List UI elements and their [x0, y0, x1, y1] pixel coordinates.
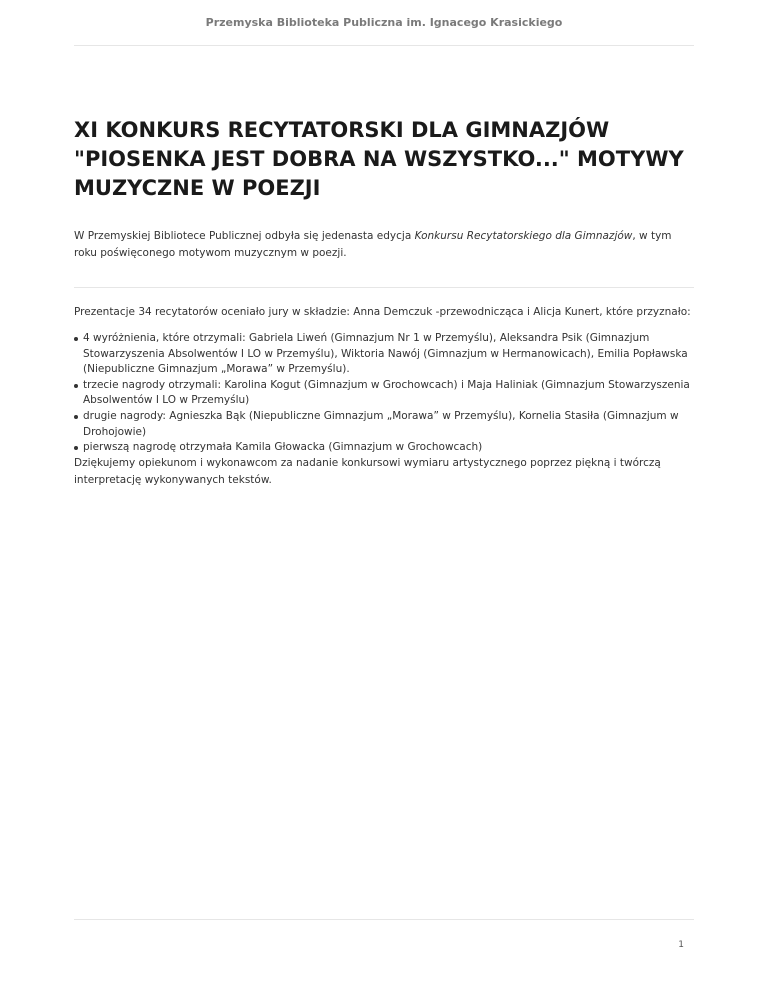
bullet-icon — [74, 337, 78, 341]
intro-text-start: W Przemyskiej Bibliotece Publicznej odbyła się jedenasta edycja — [74, 230, 415, 242]
list-item — [74, 409, 694, 440]
article-title: XI KONKURS RECYTATORSKI DLA GIMNAZJÓW "PIOSENKA JEST DOBRA NA WSZYSTKO..." MOTYWY MUZYCZNE W POEZJI — [74, 118, 684, 200]
page-header — [74, 0, 694, 46]
intro-text-end: , w tym roku poświęconego motywom muzycznym w poezji. — [74, 230, 672, 259]
award-text: trzecie nagrody otrzymali: Karolina Kogut (Gimnazjum w Grochowcach) i Maja Haliniak (Gimnazjum Stowarzyszenia Absolwentów I LO w Przemyślu) — [83, 378, 690, 407]
bullet-icon — [74, 384, 78, 388]
page-number: 1 — [678, 940, 684, 950]
award-text: drugie nagrody: Agnieszka Bąk (Niepubliczne Gimnazjum „Morawa” w Przemyślu), Kornelia Stasiła (Gimnazjum w Drohojowie) — [83, 409, 679, 438]
list-item — [74, 440, 694, 456]
footer-divider — [74, 919, 694, 920]
thanks-paragraph: Dziękujemy opiekunom i wykonawcom za nadanie konkursowi wymiaru artystycznego poprzez piękną i twórczą interpretację wykonywanych tekstów. — [74, 457, 661, 486]
jury-paragraph: Prezentacje 34 recytatorów oceniało jury w składzie: Anna Demczuk -przewodnicząca i Alicja Kunert, które przyznało: — [74, 306, 691, 318]
intro-paragraph — [74, 228, 684, 262]
bullet-icon — [74, 415, 78, 419]
list-item — [74, 378, 694, 409]
award-text: pierwszą nagrodę otrzymała Kamila Głowacka (Gimnazjum w Grochowcach) — [83, 441, 483, 454]
library-name: Przemyska Biblioteka Publiczna im. Ignacego Krasickiego — [205, 16, 563, 29]
award-text: 4 wyróżnienia, które otrzymali: Gabriela Liweń (Gimnazjum Nr 1 w Przemyślu), Aleksandra Psik (Gimnazjum Stowarzyszenia Absolwentów I LO w Przemyślu), Wiktoria Nawój (Gimnazjum w Hermanowicach), Emilia Popławska (Niepubliczne Gimnazjum „Morawa” w Przemyślu). — [83, 332, 688, 376]
bullet-icon — [74, 446, 78, 450]
awards-list — [74, 331, 694, 456]
list-item — [74, 331, 694, 378]
section-divider — [74, 287, 694, 288]
contest-name: Konkursu Recytatorskiego dla Gimnazjów — [414, 230, 633, 242]
